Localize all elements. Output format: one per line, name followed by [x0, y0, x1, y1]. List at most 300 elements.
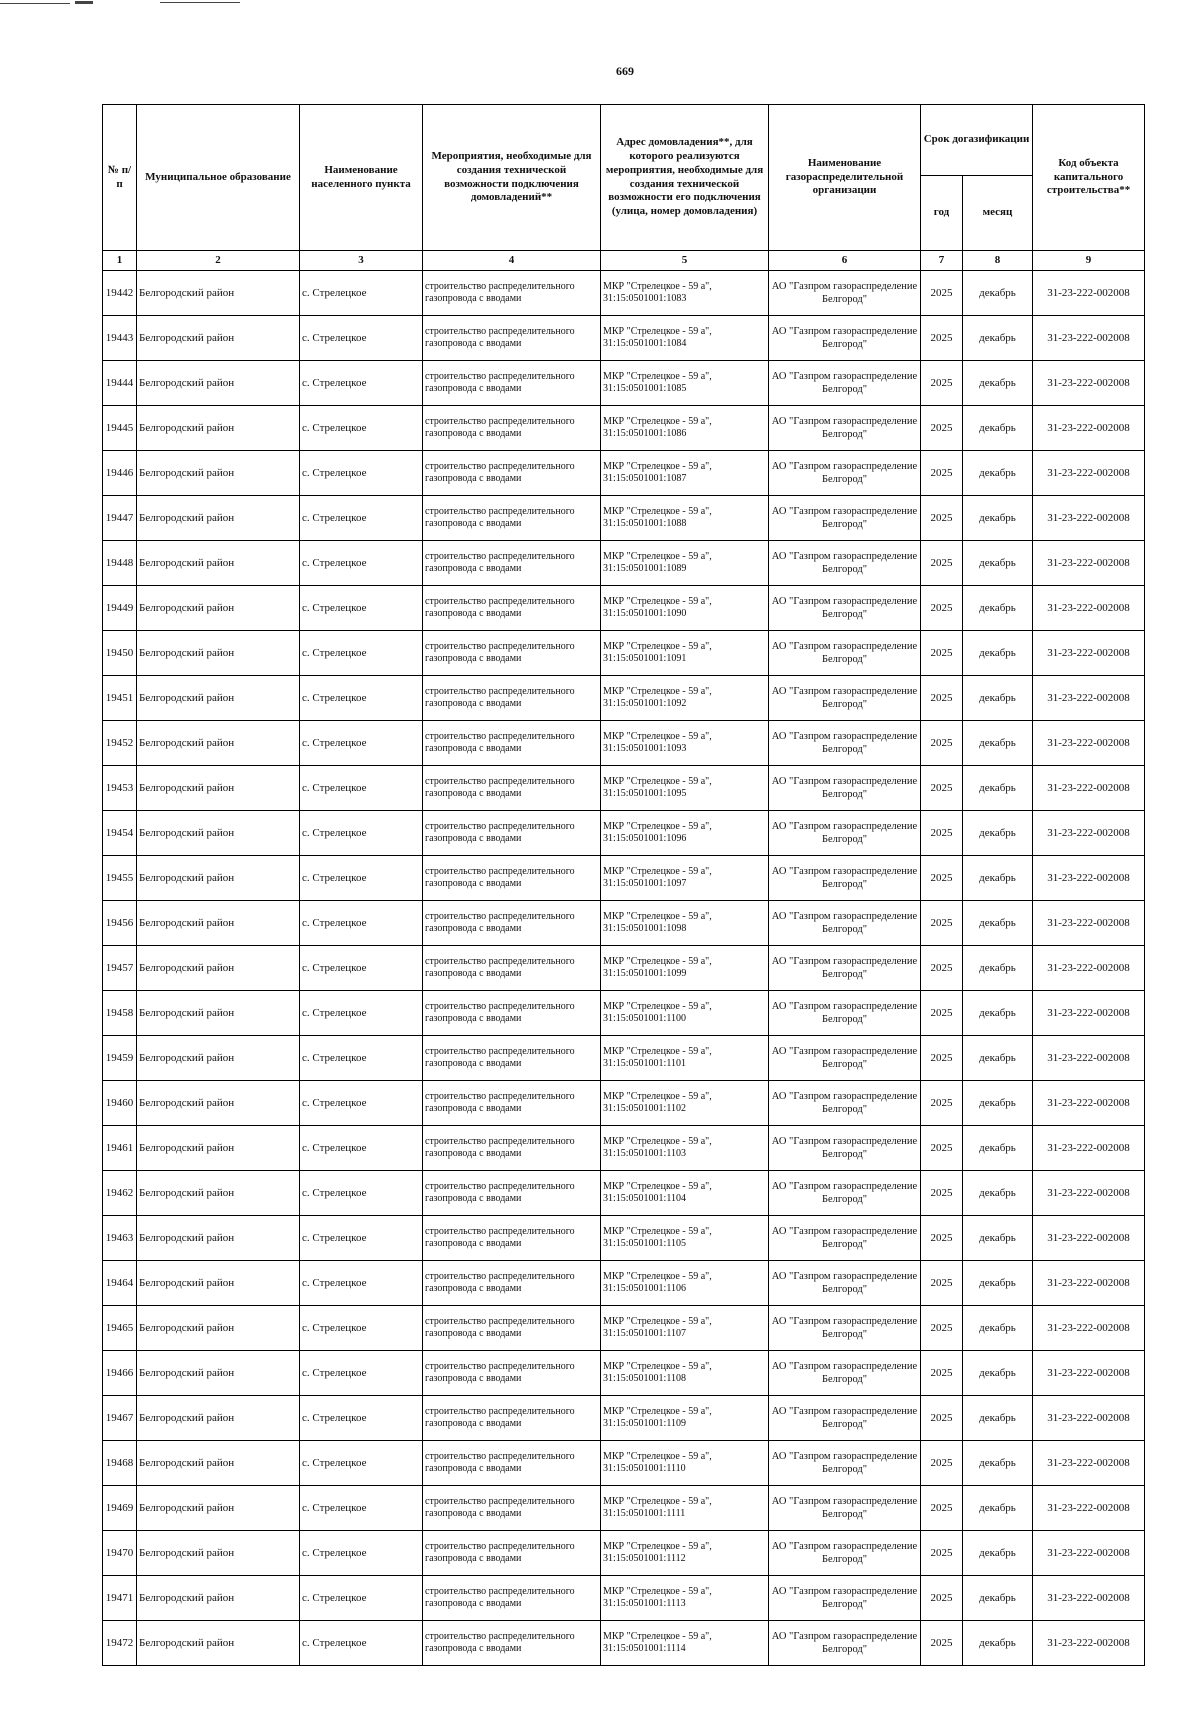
column-number: 7	[921, 251, 963, 271]
cell-num: 19445	[103, 406, 137, 451]
cell-month: декабрь	[963, 1306, 1033, 1351]
cell-measures: строительство распределительного газопровода с вводами	[423, 1126, 601, 1171]
cell-settlement: с. Стрелецкое	[300, 451, 423, 496]
cell-organization: АО "Газпром газораспределение Белгород"	[769, 1351, 921, 1396]
cell-code: 31-23-222-002008	[1033, 406, 1145, 451]
cell-year: 2025	[921, 946, 963, 991]
cell-municipality: Белгородский район	[137, 1126, 300, 1171]
cell-code: 31-23-222-002008	[1033, 361, 1145, 406]
table-row	[103, 406, 1145, 451]
cell-address: МКР "Стрелецкое - 59 а", 31:15:0501001:1096	[601, 811, 769, 856]
cell-measures: строительство распределительного газопровода с вводами	[423, 1396, 601, 1441]
cell-address: МКР "Стрелецкое - 59 а", 31:15:0501001:1086	[601, 406, 769, 451]
cell-num: 19444	[103, 361, 137, 406]
cell-measures: строительство распределительного газопровода с вводами	[423, 676, 601, 721]
cell-organization: АО "Газпром газораспределение Белгород"	[769, 631, 921, 676]
table-row	[103, 316, 1145, 361]
cell-measures: строительство распределительного газопровода с вводами	[423, 946, 601, 991]
cell-measures: строительство распределительного газопровода с вводами	[423, 541, 601, 586]
header-measures: Мероприятия, необходимые для создания технической возможности подключения домовладений**	[423, 105, 601, 251]
cell-year: 2025	[921, 1216, 963, 1261]
cell-year: 2025	[921, 271, 963, 316]
cell-year: 2025	[921, 586, 963, 631]
cell-municipality: Белгородский район	[137, 406, 300, 451]
table-row	[103, 1531, 1145, 1576]
cell-organization: АО "Газпром газораспределение Белгород"	[769, 496, 921, 541]
cell-month: декабрь	[963, 901, 1033, 946]
cell-code: 31-23-222-002008	[1033, 1081, 1145, 1126]
cell-settlement: с. Стрелецкое	[300, 1396, 423, 1441]
cell-code: 31-23-222-002008	[1033, 1486, 1145, 1531]
cell-month: декабрь	[963, 451, 1033, 496]
cell-year: 2025	[921, 406, 963, 451]
cell-year: 2025	[921, 901, 963, 946]
table-row	[103, 541, 1145, 586]
cell-num: 19460	[103, 1081, 137, 1126]
table-row	[103, 856, 1145, 901]
cell-organization: АО "Газпром газораспределение Белгород"	[769, 856, 921, 901]
table-row	[103, 811, 1145, 856]
cell-municipality: Белгородский район	[137, 721, 300, 766]
cell-settlement: с. Стрелецкое	[300, 1081, 423, 1126]
table-row	[103, 1216, 1145, 1261]
cell-month: декабрь	[963, 361, 1033, 406]
cell-municipality: Белгородский район	[137, 1171, 300, 1216]
scan-artifact	[0, 3, 70, 4]
cell-code: 31-23-222-002008	[1033, 1036, 1145, 1081]
cell-month: декабрь	[963, 1576, 1033, 1621]
table-row	[103, 361, 1145, 406]
cell-settlement: с. Стрелецкое	[300, 496, 423, 541]
header-deadline: Срок догазификации	[921, 105, 1033, 176]
cell-num: 19442	[103, 271, 137, 316]
cell-address: МКР "Стрелецкое - 59 а", 31:15:0501001:1089	[601, 541, 769, 586]
cell-settlement: с. Стрелецкое	[300, 1036, 423, 1081]
cell-month: декабрь	[963, 991, 1033, 1036]
header-address: Адрес домовладения**, для которого реализуются мероприятия, необходимые для создания технической возможности его подключения (улица, номер домовладения)	[601, 105, 769, 251]
cell-measures: строительство распределительного газопровода с вводами	[423, 1486, 601, 1531]
header-code: Код объекта капитального строительства**	[1033, 105, 1145, 251]
cell-year: 2025	[921, 1081, 963, 1126]
cell-address: МКР "Стрелецкое - 59 а", 31:15:0501001:1107	[601, 1306, 769, 1351]
cell-year: 2025	[921, 721, 963, 766]
cell-measures: строительство распределительного газопровода с вводами	[423, 631, 601, 676]
cell-num: 19465	[103, 1306, 137, 1351]
cell-code: 31-23-222-002008	[1033, 316, 1145, 361]
cell-year: 2025	[921, 1621, 963, 1666]
cell-month: декабрь	[963, 766, 1033, 811]
cell-municipality: Белгородский район	[137, 271, 300, 316]
cell-code: 31-23-222-002008	[1033, 1216, 1145, 1261]
cell-num: 19458	[103, 991, 137, 1036]
cell-settlement: с. Стрелецкое	[300, 1486, 423, 1531]
cell-municipality: Белгородский район	[137, 451, 300, 496]
cell-organization: АО "Газпром газораспределение Белгород"	[769, 1441, 921, 1486]
cell-organization: АО "Газпром газораспределение Белгород"	[769, 1486, 921, 1531]
table-row	[103, 631, 1145, 676]
cell-year: 2025	[921, 991, 963, 1036]
cell-measures: строительство распределительного газопровода с вводами	[423, 406, 601, 451]
cell-organization: АО "Газпром газораспределение Белгород"	[769, 1531, 921, 1576]
cell-address: МКР "Стрелецкое - 59 а", 31:15:0501001:1110	[601, 1441, 769, 1486]
cell-organization: АО "Газпром газораспределение Белгород"	[769, 1576, 921, 1621]
table-row	[103, 1036, 1145, 1081]
column-number: 9	[1033, 251, 1145, 271]
cell-num: 19467	[103, 1396, 137, 1441]
cell-code: 31-23-222-002008	[1033, 1621, 1145, 1666]
table-row	[103, 1396, 1145, 1441]
table-row	[103, 1441, 1145, 1486]
cell-municipality: Белгородский район	[137, 901, 300, 946]
cell-measures: строительство распределительного газопровода с вводами	[423, 1261, 601, 1306]
cell-settlement: с. Стрелецкое	[300, 361, 423, 406]
cell-settlement: с. Стрелецкое	[300, 1351, 423, 1396]
cell-num: 19451	[103, 676, 137, 721]
cell-month: декабрь	[963, 676, 1033, 721]
cell-municipality: Белгородский район	[137, 1306, 300, 1351]
cell-address: МКР "Стрелецкое - 59 а", 31:15:0501001:1104	[601, 1171, 769, 1216]
cell-code: 31-23-222-002008	[1033, 1261, 1145, 1306]
cell-settlement: с. Стрелецкое	[300, 901, 423, 946]
cell-measures: строительство распределительного газопровода с вводами	[423, 766, 601, 811]
cell-address: МКР "Стрелецкое - 59 а", 31:15:0501001:1083	[601, 271, 769, 316]
table-row	[103, 1351, 1145, 1396]
table-row	[103, 721, 1145, 766]
scan-artifact	[75, 1, 93, 4]
cell-measures: строительство распределительного газопровода с вводами	[423, 1036, 601, 1081]
cell-year: 2025	[921, 1441, 963, 1486]
cell-month: декабрь	[963, 496, 1033, 541]
cell-num: 19448	[103, 541, 137, 586]
cell-address: МКР "Стрелецкое - 59 а", 31:15:0501001:1099	[601, 946, 769, 991]
cell-num: 19452	[103, 721, 137, 766]
cell-num: 19457	[103, 946, 137, 991]
cell-code: 31-23-222-002008	[1033, 271, 1145, 316]
cell-month: декабрь	[963, 721, 1033, 766]
column-number: 5	[601, 251, 769, 271]
table-row	[103, 1576, 1145, 1621]
table-row	[103, 901, 1145, 946]
cell-municipality: Белгородский район	[137, 1576, 300, 1621]
page-number: 669	[616, 64, 634, 78]
cell-municipality: Белгородский район	[137, 586, 300, 631]
cell-organization: АО "Газпром газораспределение Белгород"	[769, 361, 921, 406]
cell-num: 19454	[103, 811, 137, 856]
cell-year: 2025	[921, 316, 963, 361]
cell-code: 31-23-222-002008	[1033, 1351, 1145, 1396]
cell-address: МКР "Стрелецкое - 59 а", 31:15:0501001:1085	[601, 361, 769, 406]
cell-code: 31-23-222-002008	[1033, 496, 1145, 541]
cell-code: 31-23-222-002008	[1033, 946, 1145, 991]
cell-settlement: с. Стрелецкое	[300, 541, 423, 586]
cell-municipality: Белгородский район	[137, 1441, 300, 1486]
cell-address: МКР "Стрелецкое - 59 а", 31:15:0501001:1100	[601, 991, 769, 1036]
cell-organization: АО "Газпром газораспределение Белгород"	[769, 451, 921, 496]
cell-organization: АО "Газпром газораспределение Белгород"	[769, 586, 921, 631]
cell-settlement: с. Стрелецкое	[300, 1441, 423, 1486]
cell-year: 2025	[921, 1351, 963, 1396]
cell-month: декабрь	[963, 1261, 1033, 1306]
cell-month: декабрь	[963, 1171, 1033, 1216]
cell-address: МКР "Стрелецкое - 59 а", 31:15:0501001:1093	[601, 721, 769, 766]
cell-month: декабрь	[963, 1351, 1033, 1396]
cell-address: МКР "Стрелецкое - 59 а", 31:15:0501001:1112	[601, 1531, 769, 1576]
cell-measures: строительство распределительного газопровода с вводами	[423, 991, 601, 1036]
cell-num: 19443	[103, 316, 137, 361]
cell-settlement: с. Стрелецкое	[300, 946, 423, 991]
cell-organization: АО "Газпром газораспределение Белгород"	[769, 1261, 921, 1306]
cell-organization: АО "Газпром газораспределение Белгород"	[769, 406, 921, 451]
cell-municipality: Белгородский район	[137, 361, 300, 406]
cell-num: 19462	[103, 1171, 137, 1216]
cell-address: МКР "Стрелецкое - 59 а", 31:15:0501001:1105	[601, 1216, 769, 1261]
header-num: № п/п	[103, 105, 137, 251]
cell-code: 31-23-222-002008	[1033, 586, 1145, 631]
cell-address: МКР "Стрелецкое - 59 а", 31:15:0501001:1109	[601, 1396, 769, 1441]
cell-municipality: Белгородский район	[137, 1081, 300, 1126]
table-header	[103, 105, 1145, 271]
cell-settlement: с. Стрелецкое	[300, 1306, 423, 1351]
cell-num: 19455	[103, 856, 137, 901]
cell-organization: АО "Газпром газораспределение Белгород"	[769, 991, 921, 1036]
cell-num: 19468	[103, 1441, 137, 1486]
cell-month: декабрь	[963, 1396, 1033, 1441]
column-number: 3	[300, 251, 423, 271]
table-body	[103, 271, 1145, 1666]
cell-month: декабрь	[963, 1486, 1033, 1531]
cell-year: 2025	[921, 1126, 963, 1171]
cell-measures: строительство распределительного газопровода с вводами	[423, 1171, 601, 1216]
cell-num: 19470	[103, 1531, 137, 1576]
cell-month: декабрь	[963, 586, 1033, 631]
cell-measures: строительство распределительного газопровода с вводами	[423, 856, 601, 901]
cell-num: 19466	[103, 1351, 137, 1396]
cell-num: 19449	[103, 586, 137, 631]
cell-measures: строительство распределительного газопровода с вводами	[423, 361, 601, 406]
cell-municipality: Белгородский район	[137, 991, 300, 1036]
table-row	[103, 1126, 1145, 1171]
cell-municipality: Белгородский район	[137, 1531, 300, 1576]
cell-num: 19469	[103, 1486, 137, 1531]
cell-code: 31-23-222-002008	[1033, 541, 1145, 586]
cell-settlement: с. Стрелецкое	[300, 721, 423, 766]
cell-num: 19464	[103, 1261, 137, 1306]
cell-municipality: Белгородский район	[137, 496, 300, 541]
cell-year: 2025	[921, 1261, 963, 1306]
cell-year: 2025	[921, 541, 963, 586]
cell-code: 31-23-222-002008	[1033, 1126, 1145, 1171]
cell-code: 31-23-222-002008	[1033, 856, 1145, 901]
cell-settlement: с. Стрелецкое	[300, 811, 423, 856]
cell-month: декабрь	[963, 856, 1033, 901]
cell-organization: АО "Газпром газораспределение Белгород"	[769, 316, 921, 361]
cell-year: 2025	[921, 1576, 963, 1621]
table-row	[103, 1261, 1145, 1306]
cell-settlement: с. Стрелецкое	[300, 766, 423, 811]
cell-municipality: Белгородский район	[137, 316, 300, 361]
cell-year: 2025	[921, 856, 963, 901]
cell-address: МКР "Стрелецкое - 59 а", 31:15:0501001:1101	[601, 1036, 769, 1081]
cell-settlement: с. Стрелецкое	[300, 1576, 423, 1621]
header-organization: Наименование газораспределительной организации	[769, 105, 921, 251]
table-row	[103, 1081, 1145, 1126]
column-number: 2	[137, 251, 300, 271]
cell-address: МКР "Стрелецкое - 59 а", 31:15:0501001:1087	[601, 451, 769, 496]
cell-month: декабрь	[963, 316, 1033, 361]
cell-organization: АО "Газпром газораспределение Белгород"	[769, 1621, 921, 1666]
cell-municipality: Белгородский район	[137, 766, 300, 811]
cell-measures: строительство распределительного газопровода с вводами	[423, 451, 601, 496]
cell-year: 2025	[921, 1306, 963, 1351]
cell-num: 19456	[103, 901, 137, 946]
cell-num: 19450	[103, 631, 137, 676]
cell-municipality: Белгородский район	[137, 946, 300, 991]
cell-measures: строительство распределительного газопровода с вводами	[423, 271, 601, 316]
cell-municipality: Белгородский район	[137, 1216, 300, 1261]
header-month: месяц	[963, 176, 1033, 251]
cell-address: МКР "Стрелецкое - 59 а", 31:15:0501001:1084	[601, 316, 769, 361]
cell-organization: АО "Газпром газораспределение Белгород"	[769, 1081, 921, 1126]
table-row	[103, 676, 1145, 721]
cell-address: МКР "Стрелецкое - 59 а", 31:15:0501001:1090	[601, 586, 769, 631]
cell-month: декабрь	[963, 1126, 1033, 1171]
cell-address: МКР "Стрелецкое - 59 а", 31:15:0501001:1111	[601, 1486, 769, 1531]
cell-code: 31-23-222-002008	[1033, 451, 1145, 496]
table-row	[103, 1486, 1145, 1531]
cell-num: 19459	[103, 1036, 137, 1081]
cell-organization: АО "Газпром газораспределение Белгород"	[769, 1126, 921, 1171]
cell-month: декабрь	[963, 1531, 1033, 1576]
cell-organization: АО "Газпром газораспределение Белгород"	[769, 901, 921, 946]
cell-measures: строительство распределительного газопровода с вводами	[423, 316, 601, 361]
cell-address: МКР "Стрелецкое - 59 а", 31:15:0501001:1095	[601, 766, 769, 811]
cell-month: декабрь	[963, 631, 1033, 676]
cell-settlement: с. Стрелецкое	[300, 856, 423, 901]
cell-organization: АО "Газпром газораспределение Белгород"	[769, 721, 921, 766]
cell-settlement: с. Стрелецкое	[300, 1621, 423, 1666]
cell-measures: строительство распределительного газопровода с вводами	[423, 1306, 601, 1351]
cell-municipality: Белгородский район	[137, 1621, 300, 1666]
cell-num: 19453	[103, 766, 137, 811]
cell-settlement: с. Стрелецкое	[300, 406, 423, 451]
cell-organization: АО "Газпром газораспределение Белгород"	[769, 766, 921, 811]
cell-year: 2025	[921, 496, 963, 541]
column-number: 6	[769, 251, 921, 271]
cell-month: декабрь	[963, 541, 1033, 586]
header-year: год	[921, 176, 963, 251]
cell-organization: АО "Газпром газораспределение Белгород"	[769, 541, 921, 586]
cell-code: 31-23-222-002008	[1033, 901, 1145, 946]
cell-address: МКР "Стрелецкое - 59 а", 31:15:0501001:1106	[601, 1261, 769, 1306]
cell-code: 31-23-222-002008	[1033, 766, 1145, 811]
cell-municipality: Белгородский район	[137, 1261, 300, 1306]
table-row	[103, 271, 1145, 316]
cell-year: 2025	[921, 676, 963, 721]
cell-year: 2025	[921, 766, 963, 811]
column-number-row	[103, 251, 1145, 271]
cell-month: декабрь	[963, 946, 1033, 991]
cell-code: 31-23-222-002008	[1033, 1441, 1145, 1486]
cell-settlement: с. Стрелецкое	[300, 1171, 423, 1216]
cell-address: МКР "Стрелецкое - 59 а", 31:15:0501001:1102	[601, 1081, 769, 1126]
cell-municipality: Белгородский район	[137, 676, 300, 721]
header-settlement: Наименование населенного пункта	[300, 105, 423, 251]
cell-year: 2025	[921, 811, 963, 856]
cell-address: МКР "Стрелецкое - 59 а", 31:15:0501001:1098	[601, 901, 769, 946]
cell-month: декабрь	[963, 1036, 1033, 1081]
table-row	[103, 991, 1145, 1036]
cell-measures: строительство распределительного газопровода с вводами	[423, 1576, 601, 1621]
cell-year: 2025	[921, 1171, 963, 1216]
cell-municipality: Белгородский район	[137, 856, 300, 901]
cell-measures: строительство распределительного газопровода с вводами	[423, 586, 601, 631]
cell-settlement: с. Стрелецкое	[300, 1216, 423, 1261]
cell-settlement: с. Стрелецкое	[300, 271, 423, 316]
cell-measures: строительство распределительного газопровода с вводами	[423, 811, 601, 856]
cell-code: 31-23-222-002008	[1033, 811, 1145, 856]
cell-organization: АО "Газпром газораспределение Белгород"	[769, 1171, 921, 1216]
cell-month: декабрь	[963, 271, 1033, 316]
cell-address: МКР "Стрелецкое - 59 а", 31:15:0501001:1097	[601, 856, 769, 901]
cell-code: 31-23-222-002008	[1033, 1576, 1145, 1621]
cell-num: 19446	[103, 451, 137, 496]
cell-measures: строительство распределительного газопровода с вводами	[423, 1531, 601, 1576]
cell-organization: АО "Газпром газораспределение Белгород"	[769, 1306, 921, 1351]
cell-settlement: с. Стрелецкое	[300, 1531, 423, 1576]
cell-organization: АО "Газпром газораспределение Белгород"	[769, 946, 921, 991]
cell-measures: строительство распределительного газопровода с вводами	[423, 1441, 601, 1486]
cell-address: МКР "Стрелецкое - 59 а", 31:15:0501001:1108	[601, 1351, 769, 1396]
table-row	[103, 766, 1145, 811]
cell-measures: строительство распределительного газопровода с вводами	[423, 1081, 601, 1126]
cell-municipality: Белгородский район	[137, 1486, 300, 1531]
table-row	[103, 1171, 1145, 1216]
cell-organization: АО "Газпром газораспределение Белгород"	[769, 676, 921, 721]
cell-num: 19471	[103, 1576, 137, 1621]
cell-code: 31-23-222-002008	[1033, 721, 1145, 766]
cell-settlement: с. Стрелецкое	[300, 1126, 423, 1171]
cell-month: декабрь	[963, 1216, 1033, 1261]
cell-month: декабрь	[963, 811, 1033, 856]
cell-organization: АО "Газпром газораспределение Белгород"	[769, 1036, 921, 1081]
table-row	[103, 451, 1145, 496]
table-row	[103, 496, 1145, 541]
table-row	[103, 586, 1145, 631]
column-number: 8	[963, 251, 1033, 271]
cell-year: 2025	[921, 361, 963, 406]
cell-address: МКР "Стрелецкое - 59 а", 31:15:0501001:1088	[601, 496, 769, 541]
cell-address: МКР "Стрелецкое - 59 а", 31:15:0501001:1091	[601, 631, 769, 676]
cell-organization: АО "Газпром газораспределение Белгород"	[769, 271, 921, 316]
cell-settlement: с. Стрелецкое	[300, 631, 423, 676]
cell-address: МКР "Стрелецкое - 59 а", 31:15:0501001:1092	[601, 676, 769, 721]
cell-address: МКР "Стрелецкое - 59 а", 31:15:0501001:1103	[601, 1126, 769, 1171]
cell-year: 2025	[921, 1396, 963, 1441]
cell-measures: строительство распределительного газопровода с вводами	[423, 901, 601, 946]
cell-address: МКР "Стрелецкое - 59 а", 31:15:0501001:1113	[601, 1576, 769, 1621]
cell-month: декабрь	[963, 1621, 1033, 1666]
cell-organization: АО "Газпром газораспределение Белгород"	[769, 811, 921, 856]
table-row	[103, 1306, 1145, 1351]
table-row	[103, 1621, 1145, 1666]
cell-measures: строительство распределительного газопровода с вводами	[423, 1351, 601, 1396]
cell-year: 2025	[921, 631, 963, 676]
cell-municipality: Белгородский район	[137, 1396, 300, 1441]
cell-code: 31-23-222-002008	[1033, 1306, 1145, 1351]
cell-code: 31-23-222-002008	[1033, 991, 1145, 1036]
cell-organization: АО "Газпром газораспределение Белгород"	[769, 1216, 921, 1261]
cell-measures: строительство распределительного газопровода с вводами	[423, 1621, 601, 1666]
